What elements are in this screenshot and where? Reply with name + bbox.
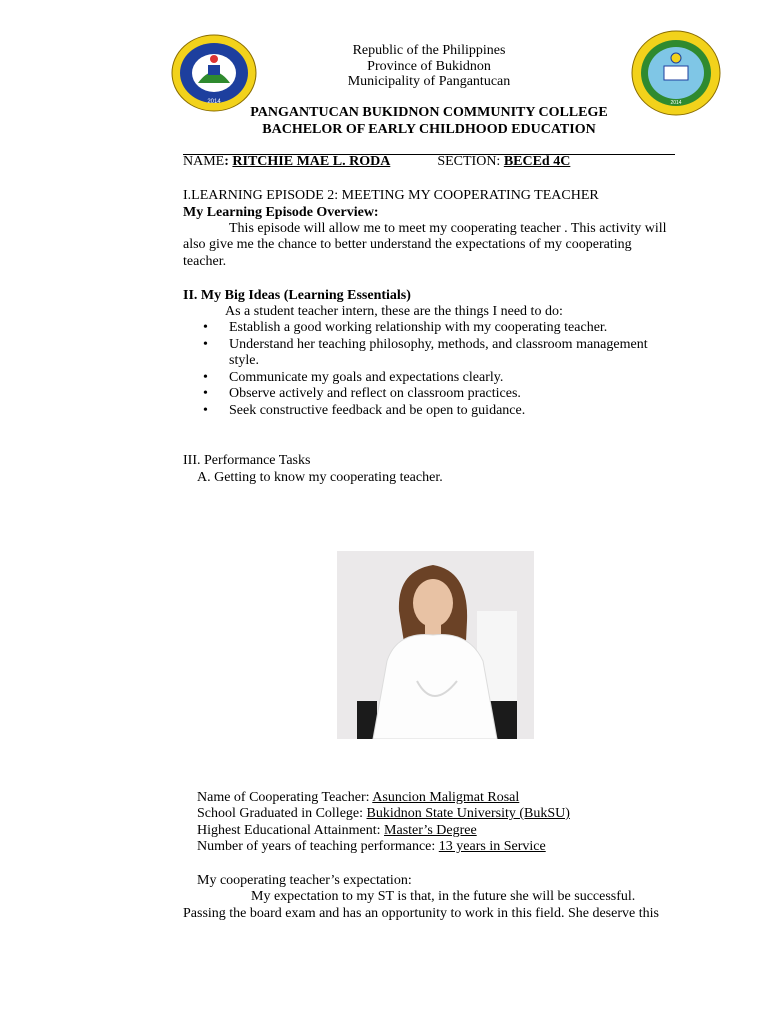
big-ideas-intro: As a student teacher intern, these are the things I need to do: <box>225 304 563 319</box>
student-name: RITCHIE MAE L. RODA <box>232 154 391 169</box>
program-name: BACHELOR OF EARLY CHILDHOOD EDUCATION <box>262 122 596 137</box>
expectation-heading: My cooperating teacher’s expectation: <box>197 873 412 888</box>
header-line-2: Province of Bukidnon <box>367 58 491 74</box>
name-label: NAME <box>183 154 225 169</box>
teacher-school-value: Bukidnon State University (BukSU) <box>366 806 570 821</box>
seal-year: 2014 <box>207 99 221 105</box>
list-item: • Communicate my goals and expectations clearly. <box>203 369 504 385</box>
teacher-name-value: Asuncion Maligmat Rosal <box>372 790 520 805</box>
header-line-3: Municipality of Pangantucan <box>347 74 511 89</box>
tasks-heading: III. Performance Tasks <box>183 453 311 468</box>
teacher-attainment-value: Master’s Degree <box>384 823 477 838</box>
student-info-row: NAME: RITCHIE MAE L. RODA SECTION: BECEd 4C <box>183 154 571 169</box>
teacher-years-value: 13 years in Service <box>438 839 546 854</box>
big-ideas-list <box>183 320 663 420</box>
big-ideas-heading: II. My Big Ideas (Learning Essentials) <box>183 288 411 303</box>
teacher-years-label: Number of years of teaching performance: <box>197 839 439 854</box>
expectation-line-1: My expectation to my ST is that, in the future she will be successful. <box>251 889 636 904</box>
list-item: • Seek constructive feedback and be open to guidance. <box>203 402 526 418</box>
teacher-name-row <box>183 790 678 807</box>
section-value: BECEd 4C <box>503 154 571 169</box>
college-name: PANGANTUCAN BUKIDNON COMMUNITY COLLEGE <box>250 105 608 120</box>
teacher-name-label: Name of Cooperating Teacher: <box>197 790 373 805</box>
section-label: SECTION: <box>437 154 504 169</box>
program-seal-year: 2014 <box>670 100 682 106</box>
overview-heading: My Learning Episode Overview: <box>183 205 379 220</box>
overview-line-3: teacher. <box>183 254 227 269</box>
task-a: A. Getting to know my cooperating teacher. <box>197 470 443 485</box>
header-line-1: Republic of the Philippines <box>352 43 506 58</box>
list-item: • Establish a good working relationship with my cooperating teacher. <box>203 320 608 335</box>
overview-line-1: This episode will allow me to meet my cooperating teacher . This activity will <box>229 221 667 236</box>
teacher-years-row <box>183 839 678 856</box>
list-item: • Understand her teaching philosophy, methods, and classroom management style. <box>203 336 648 369</box>
overview-line-2: also give me the chance to better understand the expectations of my cooperating <box>183 237 632 252</box>
list-item: • Observe actively and reflect on classroom practices. <box>203 386 521 402</box>
document-header <box>183 43 675 90</box>
cooperating-teacher-photo <box>337 551 534 739</box>
episode-title: I.LEARNING EPISODE 2: MEETING MY COOPERATING TEACHER <box>183 188 599 203</box>
teacher-school-label: School Graduated in College: <box>197 806 367 821</box>
teacher-attainment-row <box>183 823 678 840</box>
teacher-attainment-label: Highest Educational Attainment: <box>197 823 385 838</box>
teacher-school-row <box>183 806 678 823</box>
expectation-line-2: Passing the board exam and has an opportunity to work in this field. She deserve this <box>183 906 659 921</box>
